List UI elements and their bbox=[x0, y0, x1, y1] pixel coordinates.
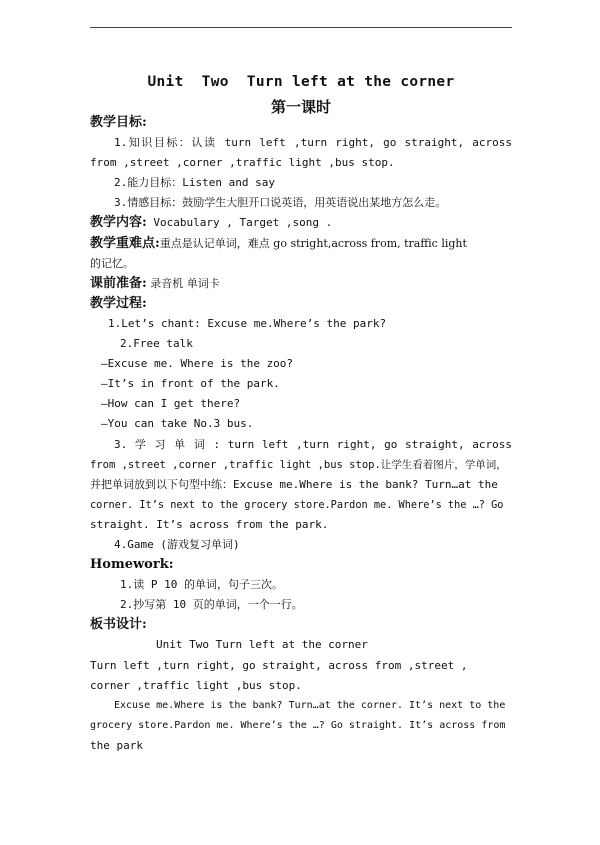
content-row bbox=[90, 213, 512, 233]
key-points-text-2: 的记忆。 bbox=[90, 256, 134, 270]
board-design-heading: 板书设计: bbox=[90, 617, 147, 633]
preparation-row bbox=[90, 274, 512, 294]
lesson-subtitle: 第一课时 bbox=[270, 98, 331, 116]
process-step-3-line-4: corner. It’s next to the grocery store.Pardon me. Where’s the …? Go bbox=[90, 498, 504, 511]
objective-knowledge-line-2: from ,street ,corner ,traffic light ,bus stop. bbox=[90, 156, 395, 170]
key-points-label: 教学重难点: bbox=[90, 235, 160, 251]
objective-emotion: 3.情感目标：鼓励学生大胆开口说英语，用英语说出某地方怎么走。 bbox=[114, 196, 447, 210]
process-step-1: 1.Let’s chant: Excuse me.Where’s the park? bbox=[108, 316, 387, 330]
process-step-2: 2.Free talk bbox=[120, 337, 193, 351]
key-points-row bbox=[90, 234, 512, 254]
objective-knowledge-line-1: 1.知识目标：认读 turn left ,turn right, go straight, across bbox=[114, 136, 512, 150]
process-step-3-line-3: 并把单词放到以下句型中练：Excuse me.Where is the bank? Turn…at the bbox=[90, 477, 498, 491]
lesson-title: Unit Two Turn left at the corner bbox=[147, 74, 455, 90]
board-sentence-line-1: Excuse me.Where is the bank? Turn…at the corner. It’s next to the bbox=[114, 699, 506, 711]
board-sentence-line-2: grocery store.Pardon me. Where’s the …? Go straight. It’s across from bbox=[90, 719, 506, 731]
board-sentence-line-3: the park bbox=[90, 738, 143, 752]
content-label: 教学内容: bbox=[90, 215, 147, 231]
preparation-label: 课前准备: bbox=[90, 275, 147, 291]
process-heading: 教学过程: bbox=[90, 295, 147, 311]
lesson-plan-body bbox=[90, 113, 512, 756]
process-step-3-line-5: straight. It’s across from the park. bbox=[90, 517, 329, 531]
dialogue-line-1: —Excuse me. Where is the zoo? bbox=[101, 357, 294, 371]
objectives-heading: 教学目标: bbox=[90, 115, 147, 130]
preparation-text: 录音机 单词卡 bbox=[146, 276, 220, 290]
board-vocab-line-1: Turn left ,turn right, go straight, across from ,street , bbox=[90, 658, 468, 672]
process-step-3-line-1: 3. 学 习 单 词 : turn left ,turn right, go straight, across bbox=[114, 437, 512, 451]
objective-ability: 2.能力目标：Listen and say bbox=[114, 176, 275, 190]
dialogue-line-4: —You can take No.3 bus. bbox=[101, 417, 254, 431]
header-rule bbox=[90, 27, 512, 28]
dialogue-line-2: —It’s in front of the park. bbox=[101, 377, 280, 391]
process-step-4: 4.Game (游戏复习单词) bbox=[114, 537, 240, 551]
process-step-3-line-2: from ,street ,corner ,traffic light ,bus stop.让学生看着图片，学单词， bbox=[90, 458, 507, 471]
board-vocab-line-2: corner ,traffic light ,bus stop. bbox=[90, 678, 302, 692]
content-text: Vocabulary , Target ,song . bbox=[146, 216, 333, 230]
dialogue-line-3: —How can I get there? bbox=[101, 397, 241, 411]
homework-item-2: 2.抄写第 10 页的单词，一个一行。 bbox=[120, 598, 303, 612]
homework-item-1: 1.读 P 10 的单词，句子三次。 bbox=[120, 578, 283, 592]
homework-heading: Homework: bbox=[90, 557, 174, 573]
key-points-text: 重点是认记单词，难点 go stright,across from, traffic light bbox=[159, 236, 467, 250]
board-title: Unit Two Turn left at the corner bbox=[156, 638, 368, 652]
